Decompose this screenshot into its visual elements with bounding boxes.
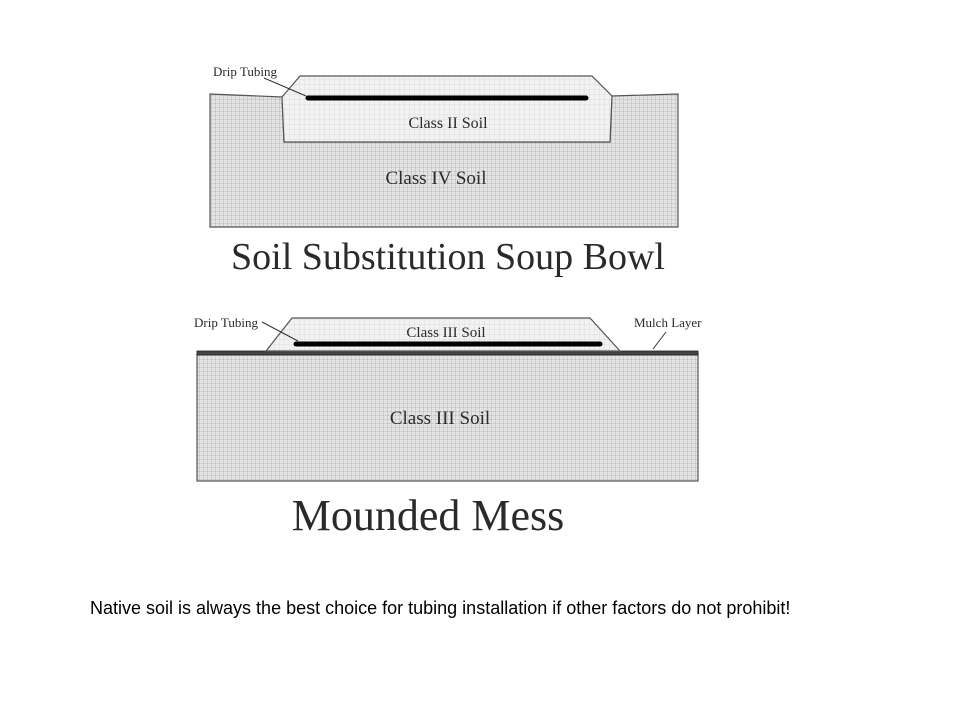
mulch-layer-leader	[653, 332, 666, 349]
mound-class-iii-label: Class III Soil	[406, 325, 486, 341]
drip-tubing-label: Drip Tubing	[213, 64, 277, 79]
mounded-mess-title: Mounded Mess	[291, 491, 565, 540]
substituted-soil-class-ii	[282, 76, 612, 142]
drip-tubing-label: Drip Tubing	[194, 315, 258, 330]
class-ii-soil-label: Class II Soil	[408, 115, 488, 132]
class-iv-soil-label: Class IV Soil	[385, 168, 487, 189]
soup-bowl-diagram	[210, 64, 678, 278]
mounded-mess-diagram	[194, 315, 702, 540]
caption-text: Native soil is always the best choice for tubing installation if other factors do not prohibit!	[90, 598, 791, 618]
soup-bowl-title: Soil Substitution Soup Bowl	[231, 236, 665, 278]
native-class-iii-label: Class III Soil	[389, 408, 491, 429]
mulch-layer-label: Mulch Layer	[634, 315, 702, 330]
